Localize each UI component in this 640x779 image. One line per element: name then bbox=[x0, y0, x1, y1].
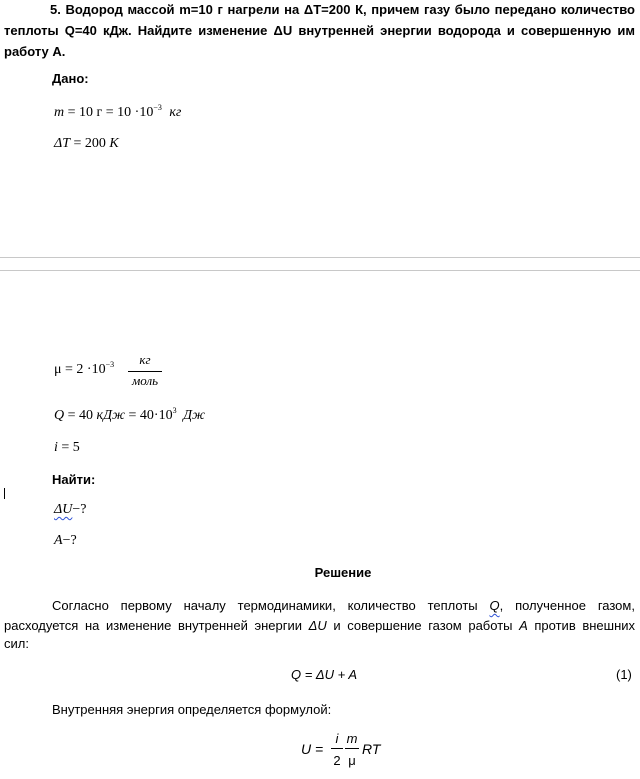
dof-symbol: i bbox=[54, 440, 58, 455]
line2-part-a: расходуется на изменение внутренней энергии bbox=[4, 618, 302, 633]
word-7: полученное bbox=[515, 598, 586, 613]
page-break-bottom bbox=[0, 270, 640, 271]
mu-unit-numerator: кг bbox=[139, 352, 151, 367]
eq2-mu: μ bbox=[348, 753, 356, 768]
dof-value: = 5 bbox=[61, 440, 80, 455]
given-mu bbox=[54, 360, 114, 378]
internal-energy-text: Внутренняя энергия определяется формулой: bbox=[52, 702, 332, 717]
solution-paragraph-line-1 bbox=[52, 595, 635, 616]
word-5: количество bbox=[347, 598, 416, 613]
find-work-question: −? bbox=[62, 533, 77, 548]
line2-part-b: и совершение газом работы bbox=[333, 618, 513, 633]
find-heading: Найти: bbox=[52, 472, 96, 487]
given-heading: Дано: bbox=[52, 71, 89, 86]
q-symbol: Q bbox=[489, 598, 500, 613]
eq2-lhs: U = bbox=[301, 741, 324, 757]
eq2-rhs: RT bbox=[362, 741, 381, 757]
eq2-fraction-line-1 bbox=[331, 748, 343, 749]
word-8: газом, bbox=[597, 598, 635, 613]
q-comma: , bbox=[499, 598, 504, 613]
mu-fraction-line bbox=[128, 371, 162, 372]
q-symbol-inline bbox=[489, 595, 503, 616]
equation-1-number: (1) bbox=[616, 667, 632, 682]
given-dof bbox=[54, 440, 80, 456]
text-cursor bbox=[4, 488, 5, 499]
heat-value: = 40 bbox=[67, 408, 94, 423]
delta-t-unit: К bbox=[109, 136, 119, 151]
find-work-symbol: A bbox=[54, 533, 63, 548]
word-6: теплоты bbox=[427, 598, 478, 613]
given-heat bbox=[54, 406, 205, 424]
find-work bbox=[54, 533, 77, 549]
word-3: началу bbox=[183, 598, 226, 613]
mass-exponent: −3 bbox=[153, 103, 162, 112]
solution-heading: Решение bbox=[314, 565, 372, 580]
word-4: термодинамики, bbox=[237, 598, 336, 613]
mass-unit: кг bbox=[169, 105, 182, 120]
mu-value: μ = 2 ·10 bbox=[54, 362, 106, 377]
eq2-two: 2 bbox=[333, 753, 341, 768]
given-mass bbox=[54, 103, 181, 121]
find-delta-u-symbol: ΔU bbox=[54, 502, 73, 517]
mass-symbol: m bbox=[54, 105, 65, 120]
problem-line-2: теплоты Q=40 кДж. Найдите изменение ΔU внутренней энергии водорода и совершенную им bbox=[4, 23, 635, 38]
word-2: первому bbox=[120, 598, 172, 613]
eq2-fraction-line-2 bbox=[345, 748, 359, 749]
eq2-m: m bbox=[346, 731, 358, 746]
delta-t-symbol: ΔT bbox=[54, 136, 71, 151]
line2-part-c: против внешних bbox=[534, 618, 636, 633]
problem-line-1: 5. Водород массой m=10 г нагрели на ΔT=200 К, причем газу было передано количество bbox=[50, 2, 635, 17]
heat-unit-j: Дж bbox=[183, 408, 206, 423]
solution-paragraph-line-3: сил: bbox=[4, 636, 29, 651]
mass-value: = 10 г = 10 ·10 bbox=[67, 105, 154, 120]
mu-unit-denominator: моль bbox=[131, 373, 159, 388]
page-break-top bbox=[0, 257, 640, 258]
solution-paragraph-line-2 bbox=[4, 615, 635, 636]
heat-exponent: 3 bbox=[172, 406, 177, 415]
delta-u-inline: ΔU bbox=[308, 618, 327, 633]
heat-symbol: Q bbox=[54, 408, 65, 423]
word-1: Согласно bbox=[52, 598, 109, 613]
given-delta-t bbox=[54, 136, 119, 152]
equation-1: Q = ΔU + A bbox=[290, 667, 358, 682]
find-delta-u bbox=[54, 502, 86, 518]
heat-unit-kj: кДж bbox=[96, 408, 126, 423]
delta-t-value: = 200 bbox=[73, 136, 106, 151]
mu-exponent: −3 bbox=[105, 360, 115, 369]
eq2-i: i bbox=[335, 731, 339, 746]
problem-line-3: работу A. bbox=[4, 44, 66, 59]
find-delta-u-question: −? bbox=[72, 502, 87, 517]
a-inline: A bbox=[519, 618, 528, 633]
heat-value-j: = 40·10 bbox=[128, 408, 173, 423]
